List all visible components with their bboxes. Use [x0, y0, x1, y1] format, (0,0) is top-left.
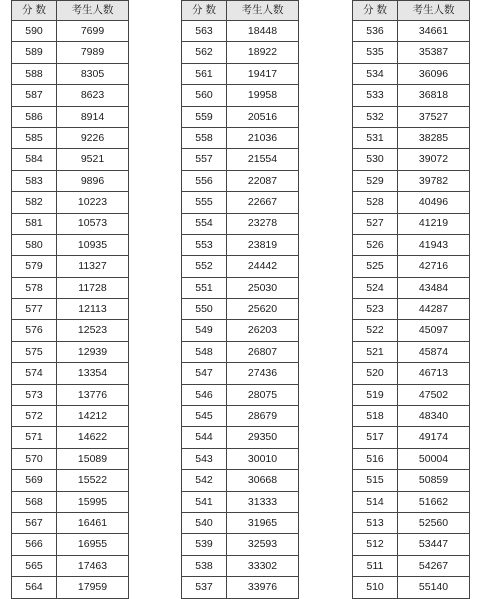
count-cell: 36818 — [398, 85, 470, 106]
table-row — [353, 85, 470, 106]
count-cell: 19417 — [227, 63, 299, 84]
score-cell: 523 — [353, 299, 398, 320]
count-cell: 25030 — [227, 277, 299, 298]
score-cell: 525 — [353, 256, 398, 277]
score-cell: 559 — [182, 106, 227, 127]
score-cell: 544 — [182, 427, 227, 448]
score-cell: 581 — [12, 213, 57, 234]
table-row — [12, 384, 129, 405]
count-cell: 10935 — [57, 234, 129, 255]
score-cell: 532 — [353, 106, 398, 127]
score-cell: 546 — [182, 384, 227, 405]
count-cell: 10573 — [57, 213, 129, 234]
score-cell: 535 — [353, 42, 398, 63]
table-row — [353, 406, 470, 427]
table-row — [12, 555, 129, 576]
count-cell: 16461 — [57, 512, 129, 533]
score-table-column-1 — [11, 0, 129, 599]
count-cell: 9521 — [57, 149, 129, 170]
count-cell: 16955 — [57, 534, 129, 555]
score-cell: 550 — [182, 299, 227, 320]
score-cell: 526 — [353, 234, 398, 255]
score-cell: 583 — [12, 170, 57, 191]
table-row — [182, 213, 299, 234]
score-cell: 537 — [182, 577, 227, 598]
table-row — [12, 42, 129, 63]
count-cell: 39072 — [398, 149, 470, 170]
count-cell: 12113 — [57, 299, 129, 320]
score-header: 分 数 — [353, 1, 398, 21]
table-row — [182, 192, 299, 213]
score-cell: 517 — [353, 427, 398, 448]
score-cell: 562 — [182, 42, 227, 63]
score-cell: 510 — [353, 577, 398, 598]
table-header-row — [12, 1, 129, 21]
table-row — [182, 320, 299, 341]
count-cell: 49174 — [398, 427, 470, 448]
table-row — [182, 577, 299, 598]
table-row — [12, 213, 129, 234]
table-row — [353, 341, 470, 362]
score-cell: 565 — [12, 555, 57, 576]
count-cell: 21036 — [227, 127, 299, 148]
count-cell: 14212 — [57, 406, 129, 427]
score-cell: 514 — [353, 491, 398, 512]
score-cell: 512 — [353, 534, 398, 555]
table-row — [182, 299, 299, 320]
table-row — [12, 127, 129, 148]
count-cell: 38285 — [398, 127, 470, 148]
table-row — [182, 534, 299, 555]
count-header: 考生人数 — [398, 1, 470, 21]
table-row — [353, 256, 470, 277]
table-row — [182, 234, 299, 255]
table-row — [182, 427, 299, 448]
score-cell: 522 — [353, 320, 398, 341]
score-cell: 543 — [182, 448, 227, 469]
count-cell: 11728 — [57, 277, 129, 298]
table-row — [12, 470, 129, 491]
score-cell: 571 — [12, 427, 57, 448]
score-header: 分 数 — [12, 1, 57, 21]
score-cell: 575 — [12, 341, 57, 362]
count-cell: 11327 — [57, 256, 129, 277]
count-cell: 14622 — [57, 427, 129, 448]
count-cell: 22667 — [227, 192, 299, 213]
score-cell: 521 — [353, 341, 398, 362]
score-cell: 518 — [353, 406, 398, 427]
score-cell: 580 — [12, 234, 57, 255]
count-cell: 12939 — [57, 341, 129, 362]
score-cell: 585 — [12, 127, 57, 148]
count-cell: 18922 — [227, 42, 299, 63]
table-row — [12, 427, 129, 448]
score-cell: 531 — [353, 127, 398, 148]
count-cell: 41943 — [398, 234, 470, 255]
count-cell: 31965 — [227, 512, 299, 533]
table-row — [353, 192, 470, 213]
count-cell: 37527 — [398, 106, 470, 127]
table-row — [353, 470, 470, 491]
score-cell: 572 — [12, 406, 57, 427]
score-cell: 561 — [182, 63, 227, 84]
table-row — [353, 42, 470, 63]
table-row — [12, 234, 129, 255]
count-cell: 53447 — [398, 534, 470, 555]
score-cell: 511 — [353, 555, 398, 576]
score-cell: 553 — [182, 234, 227, 255]
table-row — [353, 577, 470, 598]
count-cell: 42716 — [398, 256, 470, 277]
score-cell: 515 — [353, 470, 398, 491]
score-cell: 578 — [12, 277, 57, 298]
table-row — [182, 106, 299, 127]
table-row — [182, 491, 299, 512]
table-row — [182, 63, 299, 84]
count-cell: 23278 — [227, 213, 299, 234]
count-cell: 21554 — [227, 149, 299, 170]
count-cell: 28075 — [227, 384, 299, 405]
table-row — [182, 363, 299, 384]
table-row — [182, 256, 299, 277]
count-cell: 12523 — [57, 320, 129, 341]
table-row — [353, 512, 470, 533]
count-cell: 36096 — [398, 63, 470, 84]
score-cell: 586 — [12, 106, 57, 127]
table-row — [12, 406, 129, 427]
score-cell: 556 — [182, 170, 227, 191]
table-row — [182, 384, 299, 405]
count-cell: 9226 — [57, 127, 129, 148]
table-row — [182, 555, 299, 576]
score-cell: 528 — [353, 192, 398, 213]
score-cell: 570 — [12, 448, 57, 469]
score-cell: 568 — [12, 491, 57, 512]
table-row — [12, 21, 129, 42]
score-cell: 566 — [12, 534, 57, 555]
table-row — [353, 384, 470, 405]
table-row — [353, 106, 470, 127]
count-cell: 29350 — [227, 427, 299, 448]
count-cell: 33976 — [227, 577, 299, 598]
table-row — [353, 320, 470, 341]
score-cell: 538 — [182, 555, 227, 576]
score-cell: 540 — [182, 512, 227, 533]
count-cell: 51662 — [398, 491, 470, 512]
table-row — [353, 63, 470, 84]
score-cell: 576 — [12, 320, 57, 341]
score-cell: 557 — [182, 149, 227, 170]
table-row — [12, 534, 129, 555]
count-cell: 32593 — [227, 534, 299, 555]
table-row — [353, 170, 470, 191]
count-cell: 23819 — [227, 234, 299, 255]
count-cell: 45874 — [398, 341, 470, 362]
count-cell: 18448 — [227, 21, 299, 42]
table-row — [182, 341, 299, 362]
score-cell: 541 — [182, 491, 227, 512]
score-cell: 520 — [353, 363, 398, 384]
table-row — [353, 427, 470, 448]
table-header-row — [353, 1, 470, 21]
table-row — [182, 149, 299, 170]
score-cell: 577 — [12, 299, 57, 320]
table-row — [353, 277, 470, 298]
table-row — [12, 491, 129, 512]
count-cell: 22087 — [227, 170, 299, 191]
table-row — [353, 21, 470, 42]
table-header-row — [182, 1, 299, 21]
count-cell: 8305 — [57, 63, 129, 84]
count-cell: 24442 — [227, 256, 299, 277]
count-cell: 28679 — [227, 406, 299, 427]
count-cell: 15522 — [57, 470, 129, 491]
table-row — [182, 512, 299, 533]
score-cell: 588 — [12, 63, 57, 84]
count-cell: 33302 — [227, 555, 299, 576]
table-row — [12, 277, 129, 298]
table-row — [12, 149, 129, 170]
count-cell: 30668 — [227, 470, 299, 491]
count-cell: 8914 — [57, 106, 129, 127]
score-cell: 542 — [182, 470, 227, 491]
count-cell: 43484 — [398, 277, 470, 298]
count-cell: 47502 — [398, 384, 470, 405]
count-header: 考生人数 — [57, 1, 129, 21]
table-row — [12, 512, 129, 533]
score-cell: 574 — [12, 363, 57, 384]
count-cell: 54267 — [398, 555, 470, 576]
table-row — [12, 256, 129, 277]
count-cell: 34661 — [398, 21, 470, 42]
score-cell: 527 — [353, 213, 398, 234]
score-cell: 529 — [353, 170, 398, 191]
count-cell: 27436 — [227, 363, 299, 384]
count-cell: 13776 — [57, 384, 129, 405]
count-cell: 9896 — [57, 170, 129, 191]
table-row — [182, 448, 299, 469]
table-row — [182, 170, 299, 191]
table-row — [353, 534, 470, 555]
score-cell: 567 — [12, 512, 57, 533]
score-cell: 516 — [353, 448, 398, 469]
score-cell: 547 — [182, 363, 227, 384]
score-cell: 569 — [12, 470, 57, 491]
count-cell: 17463 — [57, 555, 129, 576]
table-row — [182, 406, 299, 427]
table-row — [353, 555, 470, 576]
score-cell: 513 — [353, 512, 398, 533]
table-row — [182, 42, 299, 63]
count-cell: 7989 — [57, 42, 129, 63]
count-cell: 17959 — [57, 577, 129, 598]
count-cell: 15089 — [57, 448, 129, 469]
count-cell: 26807 — [227, 341, 299, 362]
score-cell: 554 — [182, 213, 227, 234]
score-cell: 524 — [353, 277, 398, 298]
score-cell: 534 — [353, 63, 398, 84]
count-cell: 55140 — [398, 577, 470, 598]
score-cell: 536 — [353, 21, 398, 42]
count-cell: 25620 — [227, 299, 299, 320]
count-cell: 45097 — [398, 320, 470, 341]
score-cell: 579 — [12, 256, 57, 277]
table-row — [12, 577, 129, 598]
count-cell: 50859 — [398, 470, 470, 491]
table-row — [353, 213, 470, 234]
count-cell: 10223 — [57, 192, 129, 213]
count-cell: 52560 — [398, 512, 470, 533]
table-row — [12, 63, 129, 84]
score-table-column-3 — [352, 0, 470, 599]
score-cell: 573 — [12, 384, 57, 405]
count-cell: 15995 — [57, 491, 129, 512]
score-cell: 519 — [353, 384, 398, 405]
table-row — [182, 277, 299, 298]
table-row — [353, 299, 470, 320]
score-cell: 533 — [353, 85, 398, 106]
table-row — [12, 299, 129, 320]
score-cell: 560 — [182, 85, 227, 106]
count-cell: 26203 — [227, 320, 299, 341]
score-cell: 582 — [12, 192, 57, 213]
count-cell: 8623 — [57, 85, 129, 106]
count-cell: 7699 — [57, 21, 129, 42]
score-cell: 551 — [182, 277, 227, 298]
score-cell: 584 — [12, 149, 57, 170]
count-cell: 48340 — [398, 406, 470, 427]
table-row — [353, 234, 470, 255]
table-row — [12, 341, 129, 362]
table-row — [182, 21, 299, 42]
table-row — [12, 85, 129, 106]
score-cell: 539 — [182, 534, 227, 555]
table-row — [353, 127, 470, 148]
count-cell: 44287 — [398, 299, 470, 320]
score-header: 分 数 — [182, 1, 227, 21]
count-cell: 30010 — [227, 448, 299, 469]
count-cell: 50004 — [398, 448, 470, 469]
count-cell: 39782 — [398, 170, 470, 191]
count-cell: 41219 — [398, 213, 470, 234]
table-row — [12, 320, 129, 341]
score-table-column-2 — [181, 0, 299, 599]
table-row — [12, 170, 129, 191]
score-cell: 530 — [353, 149, 398, 170]
score-cell: 589 — [12, 42, 57, 63]
score-cell: 558 — [182, 127, 227, 148]
score-cell: 587 — [12, 85, 57, 106]
count-cell: 35387 — [398, 42, 470, 63]
count-cell: 19958 — [227, 85, 299, 106]
count-cell: 20516 — [227, 106, 299, 127]
table-row — [353, 448, 470, 469]
table-row — [182, 127, 299, 148]
table-row — [182, 85, 299, 106]
table-row — [12, 106, 129, 127]
count-cell: 40496 — [398, 192, 470, 213]
score-cell: 552 — [182, 256, 227, 277]
count-cell: 31333 — [227, 491, 299, 512]
table-row — [12, 192, 129, 213]
table-row — [353, 363, 470, 384]
count-cell: 13354 — [57, 363, 129, 384]
score-cell: 563 — [182, 21, 227, 42]
count-cell: 46713 — [398, 363, 470, 384]
table-row — [182, 470, 299, 491]
table-row — [12, 448, 129, 469]
count-header: 考生人数 — [227, 1, 299, 21]
score-cell: 564 — [12, 577, 57, 598]
table-row — [12, 363, 129, 384]
score-cell: 548 — [182, 341, 227, 362]
score-cell: 555 — [182, 192, 227, 213]
score-cell: 590 — [12, 21, 57, 42]
score-cell: 549 — [182, 320, 227, 341]
table-row — [353, 149, 470, 170]
table-row — [353, 491, 470, 512]
score-cell: 545 — [182, 406, 227, 427]
